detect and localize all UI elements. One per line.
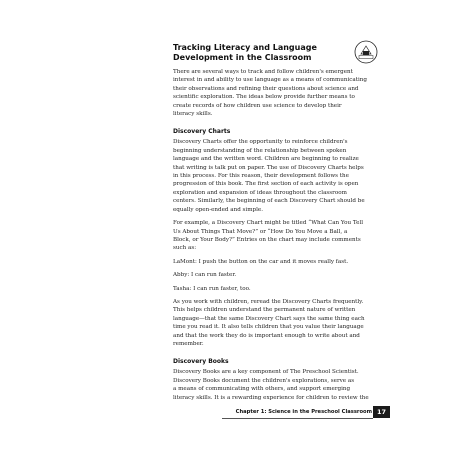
page-number: 17 [373,406,390,418]
text-line: equally open-ended and simple. [173,206,263,213]
text-line: their observations and refining their questions about science and [173,85,359,92]
section-heading: Discovery Charts [173,128,231,136]
footer-rule [222,418,373,419]
text-line: This helps children understand the permanent nature of written [173,307,356,314]
quote-lamont [173,258,373,266]
discovery-books-paragraph [173,368,373,402]
text-line: remember. [173,340,204,347]
example-paragraph [173,219,373,253]
text-line: As you work with children, reread the Discovery Charts frequently. [173,298,364,305]
text-line: Tasha: I can run faster, too. [173,285,251,292]
page-footer [0,406,452,420]
text-line: centers. Similarly, the beginning of each Discovery Chart should be [173,198,365,205]
text-line: in this process. For this reason, their development follows the [173,173,349,180]
text-line: that writing is talk put on paper. The use of Discovery Charts helps [173,164,364,171]
text-line: such as: [173,245,197,252]
reread-paragraph [173,298,373,348]
quote-abby [173,271,373,279]
text-line: Us About Things That Move?” or “How Do You Move a Ball, a [173,228,348,235]
text-line: language—that the same Discovery Chart says the same thing each [173,315,365,322]
text-line: exploration and expansion of ideas throughout the classroom [173,189,347,196]
text-line: interest in and ability to use language as a means of communicating [173,77,367,84]
page-title [173,43,373,63]
intro-paragraph [173,68,373,118]
quote-tasha [173,285,373,293]
text-line: There are several ways to track and follow children's emergent [173,69,353,75]
text-line: create records of how children use science to develop their [173,102,342,109]
text-line: literacy skills. It is a rewarding experience for children to review the [173,394,369,401]
main-column [173,43,373,407]
title-line: Development in the Classroom [173,53,312,62]
text-line: LaMont: I push the button on the car and it moves really fast. [173,258,349,265]
text-line: literacy skills. [173,111,213,118]
text-line: Discovery Books are a key component of The Preschool Scientist. [173,369,359,376]
text-line: For example, a Discovery Chart might be titled “What Can You Tell [173,220,364,227]
text-line: progression of this book. The first section of each activity is open [173,181,359,188]
text-line: Discovery Books document the children's explorations, serve as [173,377,355,384]
text-line: Abby: I can run faster. [173,272,237,279]
text-line: time you read it. It also tells children that you value their language [173,324,364,331]
text-line: Block, or Your Body?” Entries on the chart may include comments [173,236,361,243]
text-line: Discovery Charts offer the opportunity to reinforce children's [173,139,348,146]
text-line: scientific exploration. The ideas below provide further means to [173,94,355,101]
text-line: a means of communicating with others, and support emerging [173,386,351,393]
text-line: language and the written word. Children are beginning to realize [173,156,359,163]
text-line: beginning understanding of the relationship between spoken [173,147,347,154]
text-line: and that the work they do is important enough to write about and [173,332,360,339]
title-line: Tracking Literacy and Language [173,43,317,52]
chapter-label: Chapter 1: Science in the Preschool Classroom [235,409,372,415]
discovery-charts-paragraph [173,138,373,214]
section-heading: Discovery Books [173,358,229,366]
